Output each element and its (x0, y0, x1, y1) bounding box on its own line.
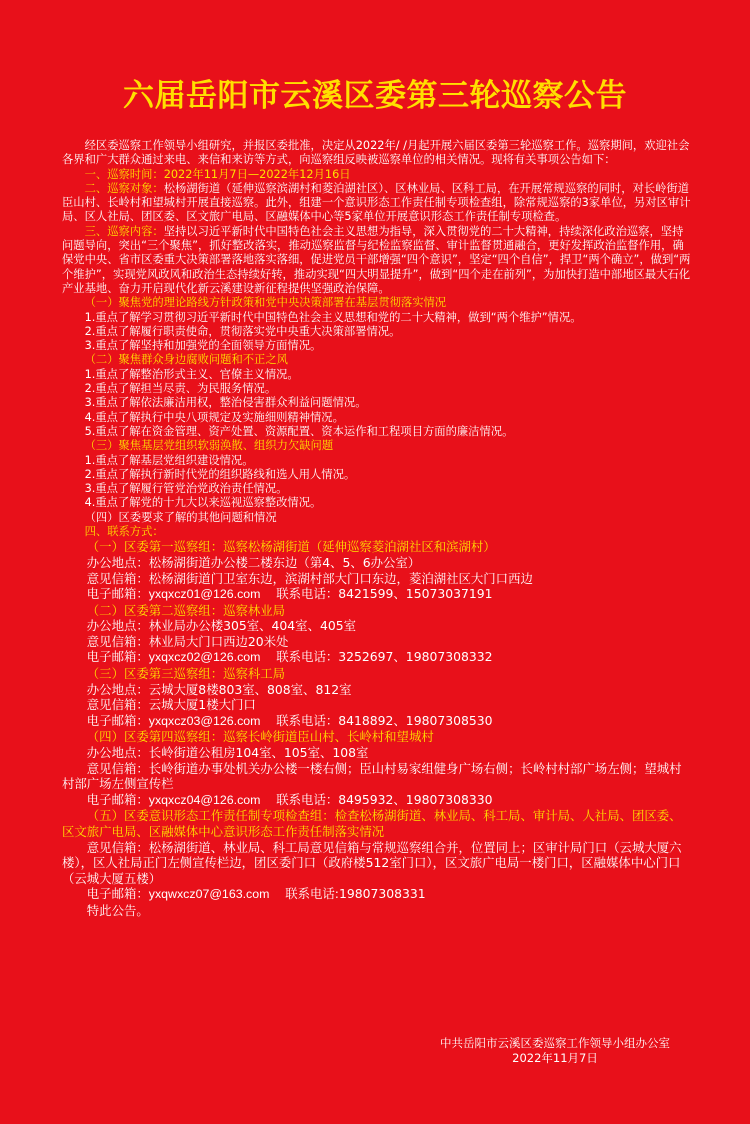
group-5-mailbox: 意见信箱：松杨湖街道、林业局、科工局意见信箱与常规巡察组合并，位置同上；区审计局门口（云城大厦六楼），区人社局正门左侧宣传栏边，团区委门口（政府楼512室门口），区文旅广电局一楼门口，区融媒体中心门口（云城大厦五楼） (62, 839, 682, 886)
section-targets (62, 182, 692, 225)
focus-2-heading: （二）聚焦群众身边腐败问题和不正之风 (84, 353, 288, 367)
section-content-text: 坚持以习近平新时代中国特色社会主义思想为指导，深入贯彻党的二十大精神，持续深化政治巡察，坚持问题导向，突出“三个聚焦”，抓好整改落实，推动巡察监督与纪检监察监督、审计监督贯通融合，更好发挥政治监督作用，确保党中央、省市区委重大决策部署落地落实落细，促进党员干部增强“四个意识”，坚定“四个自信”，捍卫“两个确立”，做到“两个维护”，实现党风政风和政治生态持续好转，推动实现“四大明显提升”，做到“四个走在前列”，为加快打造中部地区最大石化产业基地、奋力开启现代化新云溪建设新征程提供坚强政治保障。 (62, 224, 691, 295)
group-3-phone: 联系电话：8418892、19807308530 (276, 712, 493, 728)
signature-date: 2022年11月7日 (512, 1051, 598, 1065)
section-targets-text: 松杨湖街道（延伸巡察滨湖村和菱泊湖社区）、区林业局、区科工局，在开展常规巡察的同时，对长岭街道臣山村、长岭村和望城村开展直接巡察。此外，组建一个意识形态工作责任制专项检查组，除常规巡察的3家单位，另对区审计局、区人社局、团区委、区文旅广电局、区融媒体中心等5家单位开展意识形态工作责任制专项检查。 (62, 181, 691, 224)
intro-paragraph: 经区委巡察工作领导小组研究，并报区委批准，决定从2022年/ /月起开展六届区委第三轮巡察工作。巡察期间，欢迎社会各界和广大群众通过来电、来信和来访等方式，向巡察组反映被巡察单位的相关情况。现将有关事项公告如下： (62, 139, 690, 167)
list-item: 2.重点了解履行职责使命，贯彻落实党中央重大决策部署情况。 (84, 324, 401, 338)
group-1-email[interactable]: yxqxcz01@126.com (148, 587, 261, 602)
group-5-phone: 联系电话:19807308331 (285, 886, 426, 902)
list-item: 3.重点了解履行管党治党政治责任情况。 (84, 482, 288, 496)
list-item: 2.重点了解担当尽责、为民服务情况。 (84, 382, 277, 396)
group-1-office: 办公地点：松杨湖街道办公楼二楼东边（第4、5、6办公室） (86, 554, 421, 570)
notice-body (62, 139, 692, 919)
group-3-heading: （三）区委第三巡察组：巡察科工局 (86, 666, 286, 682)
group-1-phone: 联系电话：8421599、15073037191 (276, 586, 493, 602)
section-content-label: 三、巡察内容： (84, 224, 164, 238)
group-5-contact (62, 886, 692, 903)
group-2-phone: 联系电话：3252697、19807308332 (276, 649, 493, 665)
group-1-heading: （一）区委第一巡察组：巡察松杨湖街道（延伸巡察菱泊湖社区和滨湖村） (86, 539, 496, 555)
group-2-email[interactable]: yxqxcz02@126.com (148, 650, 261, 665)
section-content (62, 225, 692, 296)
list-item: 3.重点了解坚持和加强党的全面领导方面情况。 (84, 339, 322, 353)
section-time-text: 2022年11月7日—2022年12月16日 (163, 167, 351, 181)
group-3-office: 办公地点：云城大厦8楼803室、808室、812室 (86, 681, 352, 697)
list-item: 3.重点了解依法廉洁用权，整治侵害群众利益问题情况。 (84, 396, 367, 410)
section-time-label: 一、巡察时间： (84, 167, 164, 181)
group-4-email[interactable]: yxqxcz04@126.com (148, 792, 261, 807)
list-item: 4.重点了解党的十九大以来巡视巡察整改情况。 (84, 496, 322, 510)
list-item: 1.重点了解整治形式主义、官僚主义情况。 (84, 367, 299, 381)
email-label: 电子邮箱： (86, 886, 149, 902)
group-2-contact (62, 649, 692, 666)
section-targets-label: 二、巡察对象： (84, 181, 164, 195)
group-4-phone: 联系电话：8495932、19807308330 (276, 791, 493, 807)
list-item: 1.重点了解学习贯彻习近平新时代中国特色社会主义思想和党的二十大精神，做到“两个维护”情况。 (84, 310, 582, 324)
list-item: 4.重点了解执行中央八项规定及实施细则精神情况。 (84, 410, 344, 424)
focus-3-heading: （三）聚焦基层党组织软弱涣散、组织力欠缺问题 (84, 439, 334, 453)
group-1-contact (62, 586, 692, 603)
group-5-email[interactable]: yxqwxcz07@163.com (148, 887, 270, 902)
contact-groups (62, 539, 692, 918)
group-3-contact (62, 713, 692, 730)
group-4-contact (62, 792, 692, 809)
list-item: 1.重点了解基层党组织建设情况。 (84, 453, 254, 467)
group-2-mailbox: 意见信箱：林业局大门口西边20米处 (86, 633, 289, 649)
group-4-mailbox: 意见信箱：长岭街道办事处机关办公楼一楼右侧；臣山村易家组健身广场右侧；长岭村村部广场左侧；望城村村部广场左侧宣传栏 (62, 760, 682, 792)
email-label: 电子邮箱： (86, 649, 149, 665)
list-item: 5.重点了解在资金管理、资产处置、资源配置、资本运作和工程项目方面的廉洁情况。 (84, 424, 514, 438)
email-label: 电子邮箱： (86, 791, 149, 807)
group-3-email[interactable]: yxqxcz03@126.com (148, 713, 261, 728)
email-label: 电子邮箱： (86, 712, 149, 728)
group-5-heading: （五）区委意识形态工作责任制专项检查组：检查松杨湖街道、林业局、科工局、审计局、人社局、团区委、区文旅广电局、区融媒体中心意识形态工作责任制落实情况 (62, 808, 682, 839)
group-4-office: 办公地点：长岭街道公租房104室、105室、108室 (86, 745, 369, 761)
signature-org: 中共岳阳市云溪区委巡察工作领导小组办公室 (440, 1036, 670, 1050)
group-1-mailbox: 意见信箱：松杨湖街道门卫室东边，滨湖村部大门口东边，菱泊湖社区大门口西边 (86, 570, 533, 586)
focus-4-heading: （四）区委要求了解的其他问题和情况 (84, 510, 277, 524)
group-2-heading: （二）区委第二巡察组：巡察林业局 (86, 602, 286, 618)
focus-1-heading: （一）聚焦党的理论路线方针政策和党中央决策部署在基层贯彻落实情况 (84, 296, 447, 310)
email-label: 电子邮箱： (86, 586, 149, 602)
closing-text: 特此公告。 (86, 902, 149, 918)
signature-block (440, 1036, 670, 1066)
list-item: 2.重点了解执行新时代党的组织路线和选人用人情况。 (84, 467, 356, 481)
group-4-heading: （四）区委第四巡察组：巡察长岭街道臣山村、长岭村和望城村 (86, 729, 434, 745)
contact-section-label: 四、联系方式： (84, 525, 164, 539)
group-2-office: 办公地点：林业局办公楼305室、404室、405室 (86, 618, 356, 634)
group-3-mailbox: 意见信箱：云城大厦1楼大门口 (86, 697, 256, 713)
notice-title: 六届岳阳市云溪区委第三轮巡察公告 (123, 78, 627, 114)
section-time (62, 168, 692, 182)
